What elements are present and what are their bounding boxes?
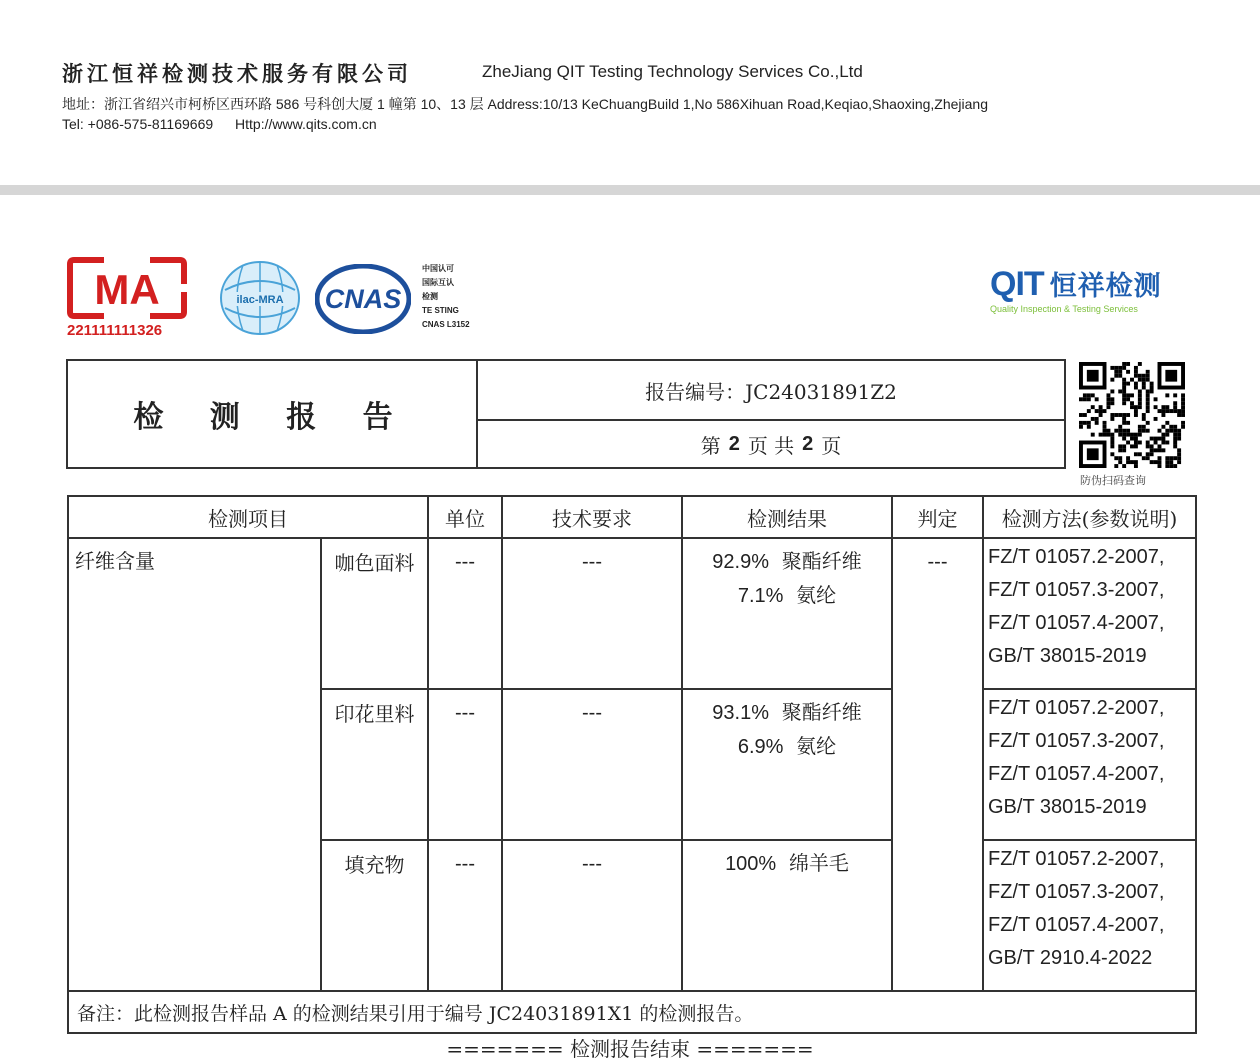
method-cell <box>983 538 1196 689</box>
result-percent: 100% <box>725 853 777 875</box>
report-title: 检 测 报 告 <box>68 361 478 467</box>
company-tel: Tel: +086-575-81169669 <box>62 116 214 132</box>
page-suffix: 页 <box>821 433 842 458</box>
method-line: FZ/T 01057.4-2007, <box>988 914 1165 936</box>
test-results-table <box>67 495 1197 1034</box>
company-address: 地址：浙江省绍兴市柯桥区西环路 586 号科创大厦 1 幢第 10、13 层 Address:10/13 KeChuangBuild 1,No 586Xihuan Road,Keqiao,Shaoxing,Zhejiang <box>62 96 988 112</box>
requirement-value: --- <box>502 689 682 840</box>
result-line <box>683 730 891 764</box>
report-note: 备注：此检测报告样品 A 的检测结果引用于编号 JC24031891X1 的检测报告。 <box>68 991 1196 1033</box>
header-result: 检测结果 <box>682 496 892 538</box>
ilac-mra-text: ilac-MRA <box>236 294 284 306</box>
qit-logo <box>990 264 1162 314</box>
test-item-fiber-content: 纤维含量 <box>68 538 321 991</box>
method-line: FZ/T 01057.2-2007, <box>988 546 1165 568</box>
header-unit: 单位 <box>428 496 502 538</box>
method-cell <box>983 840 1196 991</box>
method-line: FZ/T 01057.2-2007, <box>988 697 1165 719</box>
result-fiber: 氨纶 <box>796 583 837 607</box>
result-cell <box>682 689 892 840</box>
sample-name: 印花里料 <box>321 689 428 840</box>
cnas-caption-line: CNAS L3152 <box>422 320 470 329</box>
company-contact <box>62 116 395 132</box>
page-total: 2 <box>802 432 814 455</box>
result-cell <box>682 840 892 991</box>
result-line <box>683 696 891 730</box>
cma-mark-text: MA <box>94 266 160 313</box>
cnas-caption-line: 国际互认 <box>422 278 454 287</box>
result-fiber: 聚酯纤维 <box>781 700 862 724</box>
result-fiber: 聚酯纤维 <box>781 549 862 573</box>
unit-value: --- <box>428 538 502 689</box>
cnas-mark-text: CNAS <box>324 284 402 314</box>
header-test-item: 检测项目 <box>68 496 428 538</box>
result-fiber: 氨纶 <box>796 734 837 758</box>
method-line: FZ/T 01057.2-2007, <box>988 848 1165 870</box>
unit-value: --- <box>428 840 502 991</box>
method-line: GB/T 2910.4-2022 <box>988 947 1153 969</box>
method-line: GB/T 38015-2019 <box>988 796 1147 818</box>
qit-logo-text: QIT <box>990 265 1044 303</box>
anti-counterfeit-qr-code <box>1078 362 1186 468</box>
result-line <box>683 847 891 881</box>
result-line <box>683 545 891 579</box>
note-row <box>68 991 1196 1033</box>
report-end-marker: ======= 检测报告结束 ======= <box>446 1037 814 1061</box>
page-indicator <box>478 421 1064 467</box>
result-percent: 92.9% <box>712 551 769 573</box>
cma-number: 221111111326 <box>67 322 163 339</box>
judgement-value: --- <box>892 538 983 991</box>
method-cell <box>983 689 1196 840</box>
company-name-cn: 浙江恒祥检测技术服务有限公司 <box>62 61 412 86</box>
result-fiber: 绵羊毛 <box>788 851 849 875</box>
report-title-box <box>66 359 1066 469</box>
method-line: FZ/T 01057.3-2007, <box>988 579 1165 601</box>
cnas-logo <box>315 264 411 334</box>
header-method: 检测方法(参数说明) <box>983 496 1196 538</box>
page-prefix: 第 <box>700 433 721 458</box>
method-line: FZ/T 01057.3-2007, <box>988 881 1165 903</box>
page-number: 2 <box>728 432 740 455</box>
qr-caption: 防伪扫码查询 <box>1080 474 1146 487</box>
result-cell <box>682 538 892 689</box>
report-number: 报告编号：JC24031891Z2 <box>478 361 1064 421</box>
header-divider <box>0 185 1260 195</box>
requirement-value: --- <box>502 840 682 991</box>
unit-value: --- <box>428 689 502 840</box>
header-requirement: 技术要求 <box>502 496 682 538</box>
method-line: FZ/T 01057.3-2007, <box>988 730 1165 752</box>
method-line: FZ/T 01057.4-2007, <box>988 612 1165 634</box>
sample-name: 咖色面料 <box>321 538 428 689</box>
result-percent: 7.1% <box>737 585 784 607</box>
method-line: FZ/T 01057.4-2007, <box>988 763 1165 785</box>
cnas-caption <box>422 262 470 332</box>
sample-name: 填充物 <box>321 840 428 991</box>
company-website: Http://www.qits.com.cn <box>235 116 377 132</box>
header-judgement: 判定 <box>892 496 983 538</box>
qit-logo-tagline: Quality Inspection & Testing Services <box>990 304 1138 314</box>
page-mid: 页 共 <box>747 433 795 458</box>
cnas-caption-line: TE STING <box>422 306 459 315</box>
result-percent: 93.1% <box>712 702 769 724</box>
requirement-value: --- <box>502 538 682 689</box>
table-row <box>68 538 1196 689</box>
cnas-caption-line: 检测 <box>422 292 438 301</box>
cma-logo <box>66 256 188 320</box>
cnas-caption-line: 中国认可 <box>422 264 454 273</box>
company-name-en: ZheJiang QIT Testing Technology Services Co.,Ltd <box>482 62 863 81</box>
table-header-row <box>68 496 1196 538</box>
result-percent: 6.9% <box>737 736 784 758</box>
result-line <box>683 579 891 613</box>
method-line: GB/T 38015-2019 <box>988 645 1147 667</box>
qit-logo-cn: 恒祥检测 <box>1049 271 1162 301</box>
ilac-mra-logo <box>219 260 301 336</box>
